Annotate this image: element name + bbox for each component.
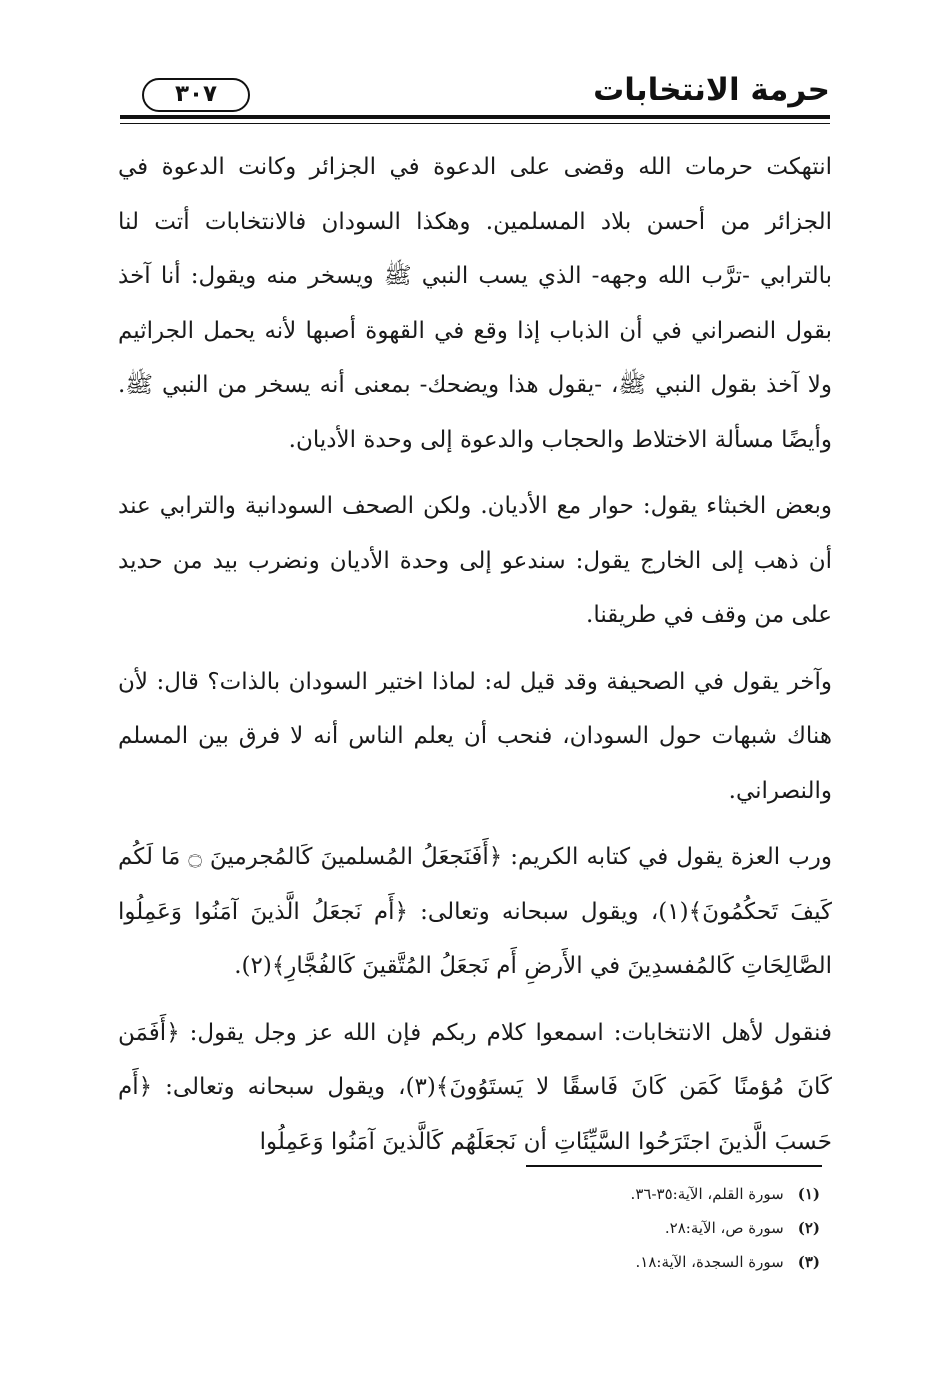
footnote-text: سورة القلم، الآية:٣٥-٣٦. <box>630 1185 784 1203</box>
footnote <box>420 1177 820 1211</box>
page-number-frame <box>142 78 250 112</box>
footnote-separator <box>526 1165 822 1167</box>
footnote-number: (٣) <box>797 1253 820 1271</box>
footnote-number: (٢) <box>797 1219 820 1237</box>
footnote-text: سورة السجدة، الآية:١٨. <box>635 1253 784 1271</box>
paragraph: ورب العزة يقول في كتابه الكريم: ﴿أَفَنَجعَلُ المُسلمينَ كَالمُجرمينَ ۝ مَا لَكُم كَيفَ تَحكُمُونَ﴾(١)، ويقول سبحانه وتعالى: ﴿أَم نَجعَلُ الَّذينَ آمَنُوا وَعَمِلُوا الصَّالِحَاتِ كَالمُفسدِينَ في الأَرضِ أَم نَجعَلُ المُتَّقينَ كَالفُجَّارِ﴾(٢). <box>118 844 833 979</box>
footnote <box>420 1211 820 1245</box>
paragraph: فنقول لأهل الانتخابات: اسمعوا كلام ربكم فإن الله عز وجل يقول: ﴿أَفَمَن كَانَ مُؤمنًا كَمَن كَانَ فَاسقًا لا يَستَوُونَ﴾(٣)، ويقول سبحانه وتعالى: ﴿أَم حَسبَ الَّذينَ اجتَرَحُوا السَّيِّئَاتِ أن نَجعَلَهُم كَالَّذينَ آمَنُوا وَعَمِلُوا <box>118 1019 832 1155</box>
page-number: ٣٠٧ <box>174 81 218 107</box>
footnotes <box>420 1177 820 1279</box>
paragraph: وآخر يقول في الصحيفة وقد قيل له: لماذا اختير السودان بالذات؟ قال: لأن هناك شبهات حول السودان، فنحب أن يعلم الناس أنه لا فرق بين المسلم والنصراني. <box>118 668 832 804</box>
header-rule <box>120 115 830 119</box>
footnote <box>420 1245 820 1279</box>
header-rule-thin <box>120 123 830 124</box>
paragraph: انتهكت حرمات الله وقضى على الدعوة في الجزائر وكانت الدعوة في الجزائر من أحسن بلاد المسلمين. وهكذا السودان فالانتخابات أتت لنا بالترابي -ترَّب الله وجهه- الذي يسب النبي ﷺ ويسخر منه ويقول: أنا آخذ بقول النصراني في أن الذباب إذا وقع في القهوة أصبها لأنه يحمل الجراثيم ولا آخذ بقول النبي ﷺ، -يقول هذا ويضحك- بمعنى أنه يسخر من النبي ﷺ. وأيضًا مسألة الاختلاط والحجاب والدعوة إلى وحدة الأديان. <box>118 154 832 453</box>
paragraph: وبعض الخبثاء يقول: حوار مع الأديان. ولكن الصحف السودانية والترابي عند أن ذهب إلى الخارج يقول: سندعو إلى وحدة الأديان ونضرب بيد من حديد على من وقف في طريقنا. <box>118 493 832 628</box>
footnote-number: (١) <box>797 1185 820 1203</box>
footnote-text: سورة ص، الآية:٢٨. <box>664 1219 784 1237</box>
running-title: حرمة الانتخابات <box>593 72 830 108</box>
body-text <box>118 140 832 1169</box>
page-header <box>120 68 830 130</box>
